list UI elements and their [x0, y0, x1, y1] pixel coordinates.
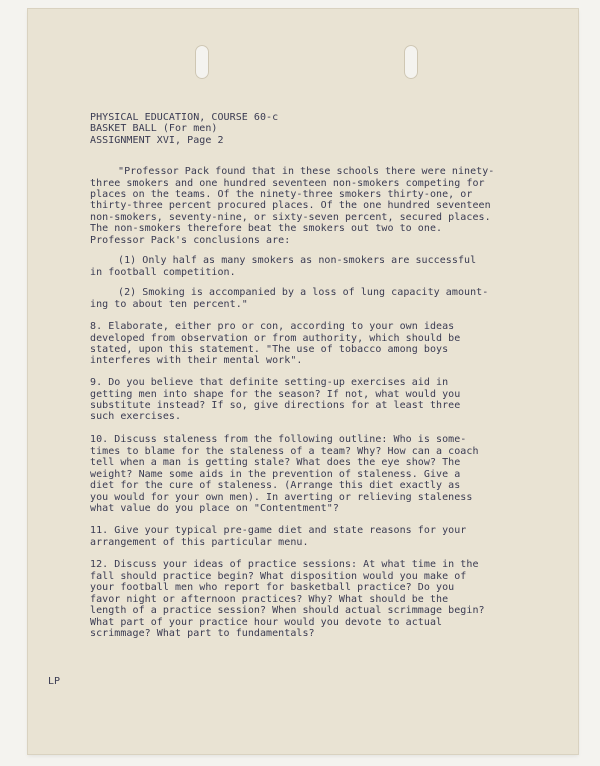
- quote-line: places on the teams. Of the ninety-three smokers thirty-one, or: [90, 189, 473, 200]
- quote-line: thirty-three percent procured places. Of the one hundred seventeen: [90, 200, 491, 211]
- quote-line: "Professor Pack found that in these schools there were ninety-: [118, 166, 495, 177]
- conclusion-2-line: (2) Smoking is accompanied by a loss of lung capacity amount-: [118, 287, 489, 298]
- conclusion-1-line: (1) Only half as many smokers as non-smokers are successful: [118, 255, 477, 266]
- question-9-line: substitute instead? If so, give directions for at least three: [90, 400, 461, 411]
- header-line-course: PHYSICAL EDUCATION, COURSE 60-c: [90, 112, 279, 123]
- question-8-line: interferes with their mental work".: [90, 355, 303, 366]
- question-9-line: getting men into shape for the season? If not, what would you: [90, 389, 461, 400]
- question-9-line: such exercises.: [90, 411, 182, 422]
- typist-initials: LP: [48, 676, 61, 687]
- question-10-line: what value do you place on "Contentment"?: [90, 503, 339, 514]
- question-8-line: stated, upon this statement. "The use of tobacco among boys: [90, 344, 449, 355]
- header-line-assignment: ASSIGNMENT XVI, Page 2: [90, 135, 224, 146]
- question-10-line: you would for your own men). In averting or relieving staleness: [90, 492, 473, 503]
- question-10-line: times to blame for the staleness of a team? Why? How can a coach: [90, 446, 479, 457]
- question-12-line: What part of your practice hour would you devote to actual: [90, 617, 443, 628]
- question-11-line: 11. Give your typical pre-game diet and state reasons for your: [90, 525, 467, 536]
- question-10-line: 10. Discuss staleness from the following outline: Who is some-: [90, 434, 467, 445]
- question-10-line: diet for the cure of staleness. (Arrange this diet exactly as: [90, 480, 461, 491]
- question-12-line: your football men who report for basketball practice? Do you: [90, 582, 455, 593]
- question-12-line: fall should practice begin? What disposition would you make of: [90, 571, 467, 582]
- question-9-line: 9. Do you believe that definite setting-up exercises aid in: [90, 377, 449, 388]
- header-line-sport: BASKET BALL (For men): [90, 123, 218, 134]
- question-12-line: 12. Discuss your ideas of practice sessions: At what time in the: [90, 559, 479, 570]
- question-8-line: developed from observation or from authority, which should be: [90, 333, 461, 344]
- quote-line: three smokers and one hundred seventeen non-smokers competing for: [90, 178, 485, 189]
- question-11-line: arrangement of this particular menu.: [90, 537, 309, 548]
- question-12-line: favor night or afternoon practices? Why? What should be the: [90, 594, 449, 605]
- quote-line: non-smokers, seventy-nine, or sixty-seven percent, secured places.: [90, 212, 491, 223]
- question-12-line: length of a practice session? When should actual scrimmage begin?: [90, 605, 485, 616]
- question-8-line: 8. Elaborate, either pro or con, according to your own ideas: [90, 321, 455, 332]
- conclusion-2-line: ing to about ten percent.": [90, 299, 248, 310]
- punch-hole-left: [195, 45, 209, 79]
- quote-line: The non-smokers therefore beat the smokers out two to one.: [90, 223, 443, 234]
- conclusion-1-line: in football competition.: [90, 267, 236, 278]
- question-10-line: tell when a man is getting stale? What does the eye show? The: [90, 457, 461, 468]
- question-12-line: scrimmage? What part to fundamentals?: [90, 628, 315, 639]
- punch-hole-right: [404, 45, 418, 79]
- quote-line: Professor Pack's conclusions are:: [90, 235, 291, 246]
- question-10-line: weight? Name some aids in the prevention of staleness. Give a: [90, 469, 461, 480]
